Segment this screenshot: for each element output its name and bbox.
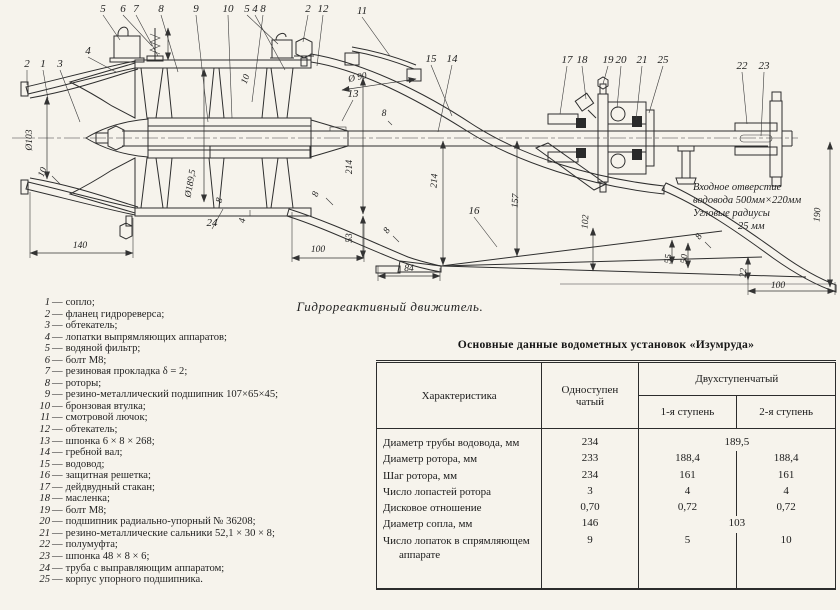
cell-stage2: 188,4: [737, 451, 836, 467]
leader-line: [560, 66, 567, 114]
col-header-stage2: 2-я ступень: [737, 396, 836, 429]
parts-list-item: [30, 401, 340, 413]
cell-stage1: 0,72: [638, 500, 737, 516]
spec-table: [376, 360, 836, 590]
part-separator: —: [52, 493, 63, 505]
table-row: [377, 516, 836, 532]
leader-line: [761, 72, 764, 136]
protective-grille: [441, 231, 834, 284]
cell-single-stage: 3: [542, 484, 638, 500]
part-description: лопатки выпрямляющих аппаратов;: [65, 331, 227, 343]
part-separator: —: [52, 551, 63, 563]
part-number: 17: [39, 481, 50, 493]
part-description: фланец гидрореверса;: [65, 308, 165, 320]
parts-list-item: [30, 343, 340, 355]
cell-single-stage: 234: [542, 429, 638, 452]
dimension-value: 84: [404, 264, 414, 274]
part-number: 18: [39, 493, 50, 505]
cell-single-stage: 233: [542, 451, 638, 467]
part-separator: —: [52, 527, 63, 539]
dimension-value: 190: [812, 207, 824, 223]
part-separator: —: [52, 320, 63, 332]
callout-number: 5: [100, 3, 106, 15]
cell-characteristic: Диаметр ротора, мм: [383, 453, 478, 466]
inlet-note-line: водовода 500мм×220мм: [693, 195, 802, 206]
dimension-value: 4: [237, 217, 249, 224]
col-header-characteristic: Характеристика: [377, 362, 542, 429]
bearing-ball: [611, 107, 625, 121]
parts-list-item: [30, 516, 340, 528]
part-number: 11: [40, 412, 50, 424]
part-number: 5: [44, 343, 50, 355]
cell-stage1: 5: [638, 533, 737, 590]
part-description: резино-металлический подшипник 107×65×45;: [65, 389, 279, 401]
callout-number: 9: [193, 3, 199, 15]
parts-list-item: [30, 378, 340, 390]
cell-stage1: 161: [638, 468, 737, 484]
part-separator: —: [52, 470, 63, 482]
dimension-value: 10: [239, 73, 253, 86]
part-number: 2: [44, 308, 50, 320]
part-description: защитная решетка;: [65, 470, 151, 482]
figure-caption: Гидрореактивный движитель.: [296, 299, 484, 314]
part-number: 4: [44, 331, 50, 343]
dimension-value: 100: [770, 281, 786, 291]
part-separator: —: [52, 447, 63, 459]
bearing-ball: [611, 154, 625, 168]
callout-number: 17: [561, 54, 573, 66]
inlet-note-line: Угловые радиусы: [693, 208, 770, 219]
dimension-value: 100: [310, 245, 326, 255]
callout-labels: [24, 3, 770, 229]
part-number: 19: [39, 504, 50, 516]
leader-line: [303, 15, 308, 42]
part-separator: —: [52, 516, 63, 528]
part-number: 15: [39, 458, 50, 470]
parts-list-item: [30, 482, 340, 494]
callout-number: 1: [40, 58, 46, 70]
part-description: корпус упорного подшипника.: [65, 574, 203, 586]
cell-characteristic: Диаметр сопла, мм: [383, 518, 473, 531]
inlet-annotation: [693, 182, 801, 232]
callout-number: 11: [356, 5, 368, 17]
cell-single-stage: 9: [542, 533, 638, 590]
callout-number: 18: [576, 54, 588, 66]
part-separator: —: [52, 308, 63, 320]
dimension-value: 10: [36, 166, 50, 179]
leader-line: [60, 70, 80, 122]
part-separator: —: [52, 539, 63, 551]
part-number: 7: [44, 366, 50, 378]
leader-line: [742, 72, 747, 124]
leader-line: [438, 65, 452, 132]
dimension-value: 8: [693, 232, 705, 242]
part-number: 8: [44, 377, 50, 389]
callout-number: 5: [244, 3, 250, 15]
parts-list-item: [30, 551, 340, 563]
leader-line: [431, 65, 452, 116]
cell-single-stage: 0,70: [542, 500, 638, 516]
dimension-value: 53: [345, 233, 355, 243]
parts-list-item: [30, 389, 340, 401]
parts-list-item: [30, 297, 340, 309]
leader-line: [636, 66, 642, 120]
callout-number: 21: [636, 54, 648, 66]
part-number: 3: [44, 320, 50, 332]
part-number: 9: [44, 389, 50, 401]
part-description: обтекатель;: [65, 320, 118, 332]
part-description: шпонка 48 × 8 × 6;: [65, 551, 150, 563]
dimension-value: Ø189,5: [183, 168, 199, 199]
coupling-assembly: [735, 92, 792, 186]
callout-number: 2: [305, 3, 311, 15]
dimension-value: 8: [214, 196, 226, 205]
table-row: [377, 468, 836, 484]
part-separator: —: [52, 412, 63, 424]
parts-list-item: [30, 539, 340, 551]
callout-number: 13: [347, 88, 359, 100]
dimension-value: 50: [679, 253, 691, 264]
leader-line: [603, 66, 608, 84]
cell-stage1: 188,4: [638, 451, 737, 467]
parts-list-item: [30, 493, 340, 505]
col-header-single-stage: [542, 362, 638, 429]
dimension-value: 214: [429, 173, 441, 189]
part-separator: —: [52, 331, 63, 343]
callout-number: 19: [602, 54, 614, 66]
cell-stage2: 10: [737, 533, 836, 590]
part-separator: —: [52, 574, 63, 586]
table-row: [377, 533, 836, 590]
thrust-bearing-assembly: [536, 77, 654, 192]
parts-list-item: [30, 436, 340, 448]
cell-stage2: 4: [737, 484, 836, 500]
parts-list-item: [30, 309, 340, 321]
table-row: [377, 451, 836, 467]
callout-number: 8: [260, 3, 266, 15]
part-separator: —: [52, 366, 63, 378]
water-filter: [110, 27, 294, 62]
leader-line: [252, 15, 263, 102]
part-description: болт М8;: [65, 354, 107, 366]
part-separator: —: [52, 343, 63, 355]
dimension-value: 157: [510, 193, 522, 209]
cell-two-stage-span: 189,5: [638, 429, 835, 452]
cell-single-stage: 234: [542, 468, 638, 484]
cell-stage2: 161: [737, 468, 836, 484]
part-separator: —: [52, 377, 63, 389]
parts-list-item: [30, 459, 340, 471]
table-row: [377, 484, 836, 500]
cell-stage1: 4: [638, 484, 737, 500]
leader-line: [582, 66, 586, 99]
cell-stage2: 0,72: [737, 500, 836, 516]
part-description: болт М8;: [65, 504, 107, 516]
parts-list-item: [30, 332, 340, 344]
part-number: 12: [39, 424, 50, 436]
part-description: полумуфта;: [65, 539, 118, 551]
part-description: бронзовая втулка;: [65, 400, 146, 412]
leader-line: [342, 100, 353, 121]
part-separator: —: [52, 424, 63, 436]
parts-list-item: [30, 355, 340, 367]
part-number: 14: [39, 447, 50, 459]
table-row: [377, 500, 836, 516]
part-description: сопло;: [65, 297, 95, 308]
callout-number: 20: [615, 54, 627, 66]
leader-line: [317, 15, 323, 66]
part-separator: —: [52, 435, 63, 447]
coupling-key: [740, 135, 772, 142]
part-number: 22: [39, 539, 50, 551]
cell-characteristic: Диаметр трубы водовода, мм: [383, 437, 520, 449]
parts-list-item: [30, 320, 340, 332]
part-description: дейдвудный стакан;: [65, 481, 155, 493]
part-separator: —: [52, 504, 63, 516]
callout-number: 23: [758, 60, 770, 72]
part-separator: —: [52, 458, 63, 470]
parts-list-item: [30, 505, 340, 517]
col-header-two-stage: Двухступенчатый: [638, 362, 835, 396]
col-header-stage1: 1-я ступень: [638, 396, 737, 429]
inlet-note-line: 25 мм: [738, 221, 765, 232]
part-description: гребной вал;: [65, 447, 123, 459]
leader-line: [474, 217, 497, 247]
part-separator: —: [52, 354, 63, 366]
part-separator: —: [52, 481, 63, 493]
leader-line: [123, 15, 152, 46]
part-number: 20: [39, 516, 50, 528]
part-description: резиновая прокладка δ = 2;: [65, 366, 188, 378]
part-number: 10: [39, 400, 50, 412]
part-description: подшипник радиально-упорный № 36208;: [65, 516, 256, 528]
callout-number: 16: [468, 205, 480, 217]
callout-number: 2: [24, 58, 30, 70]
part-number: 25: [39, 574, 50, 586]
callout-number: 14: [446, 53, 458, 65]
dimension-value: 8: [310, 190, 322, 199]
part-description: обтекатель;: [65, 424, 118, 436]
cell-characteristic: Число лопастей ротора: [383, 485, 492, 498]
leader-line: [88, 57, 116, 72]
dimension-value: 8: [381, 109, 387, 119]
part-separator: —: [52, 562, 63, 574]
part-number: 13: [39, 435, 50, 447]
grease-cup: [575, 93, 593, 111]
technical-drawing: [0, 0, 840, 300]
part-description: труба с выправляющим аппаратом;: [65, 562, 225, 574]
part-description: водяной фильтр;: [65, 343, 141, 355]
part-number: 6: [44, 354, 50, 366]
callout-number: 25: [657, 54, 669, 66]
parts-list: [30, 297, 340, 586]
callout-number: 22: [736, 60, 748, 72]
leader-line: [161, 15, 178, 72]
part-number: 24: [39, 562, 50, 574]
dimension-value: Ø 90: [347, 71, 368, 85]
callout-number: 7: [133, 3, 139, 15]
leader-line: [649, 66, 663, 113]
callout-number: 3: [57, 58, 63, 70]
dimension-value: 22: [738, 267, 750, 278]
dimension-value: 140: [72, 241, 88, 251]
part-description: роторы;: [65, 377, 102, 389]
parts-list-item: [30, 447, 340, 459]
dimension-value: Ø103: [25, 129, 35, 151]
callout-number: 12: [317, 3, 329, 15]
part-number: 1: [44, 297, 50, 308]
cell-single-stage: 146: [542, 516, 638, 532]
support-bracket: [676, 146, 696, 184]
cell-characteristic: Число лопаток в спрямляющем аппарате: [383, 534, 530, 562]
parts-list-item: [30, 366, 340, 378]
cell-characteristic: Дисковое отношение: [383, 502, 482, 515]
part-number: 21: [39, 527, 50, 539]
dimension-value: 8: [381, 226, 393, 236]
parts-list-item: [30, 424, 340, 436]
part-separator: —: [52, 389, 63, 401]
drawing-geometry: [12, 27, 836, 292]
part-number: 23: [39, 551, 50, 563]
part-description: шпонка 6 × 8 × 268;: [65, 435, 155, 447]
parts-list-item: [30, 574, 340, 586]
inlet-note-line: Входное отверстие: [693, 182, 782, 193]
part-description: смотровой лючок;: [65, 412, 148, 424]
part-description: водовод;: [65, 458, 105, 470]
cell-two-stage-span: 103: [638, 516, 835, 532]
spec-table-section: [376, 338, 836, 590]
table-row: [377, 429, 836, 452]
single-stage-line1: Одноступен: [561, 383, 619, 396]
part-description: резино-металлические сальники 52,1 × 30 × 8;: [65, 527, 275, 539]
leader-line: [103, 15, 120, 40]
callout-number: 15: [425, 53, 437, 65]
single-stage-line2: чатый: [575, 395, 605, 408]
part-separator: —: [52, 400, 63, 412]
callout-number: 4: [85, 45, 91, 57]
leader-line: [228, 15, 232, 118]
parts-list-item: [30, 528, 340, 540]
callout-number: 8: [158, 3, 164, 15]
cell-characteristic: Шаг ротора, мм: [383, 469, 458, 482]
callout-number: 4: [252, 3, 258, 15]
callout-number: 24: [206, 217, 218, 229]
callout-number: 10: [222, 3, 234, 15]
parts-list-item: [30, 563, 340, 575]
parts-list-item: [30, 470, 340, 482]
dimension-value: 55: [663, 253, 675, 264]
part-separator: —: [52, 297, 63, 308]
callout-number: 6: [120, 3, 126, 15]
dimension-value: 214: [345, 159, 355, 175]
dimension-value: 102: [580, 214, 592, 230]
table-title: Основные данные водометных установок «Изумруда»: [457, 338, 755, 351]
part-number: 16: [39, 470, 50, 482]
part-description: масленка;: [65, 493, 110, 505]
parts-list-item: [30, 412, 340, 424]
